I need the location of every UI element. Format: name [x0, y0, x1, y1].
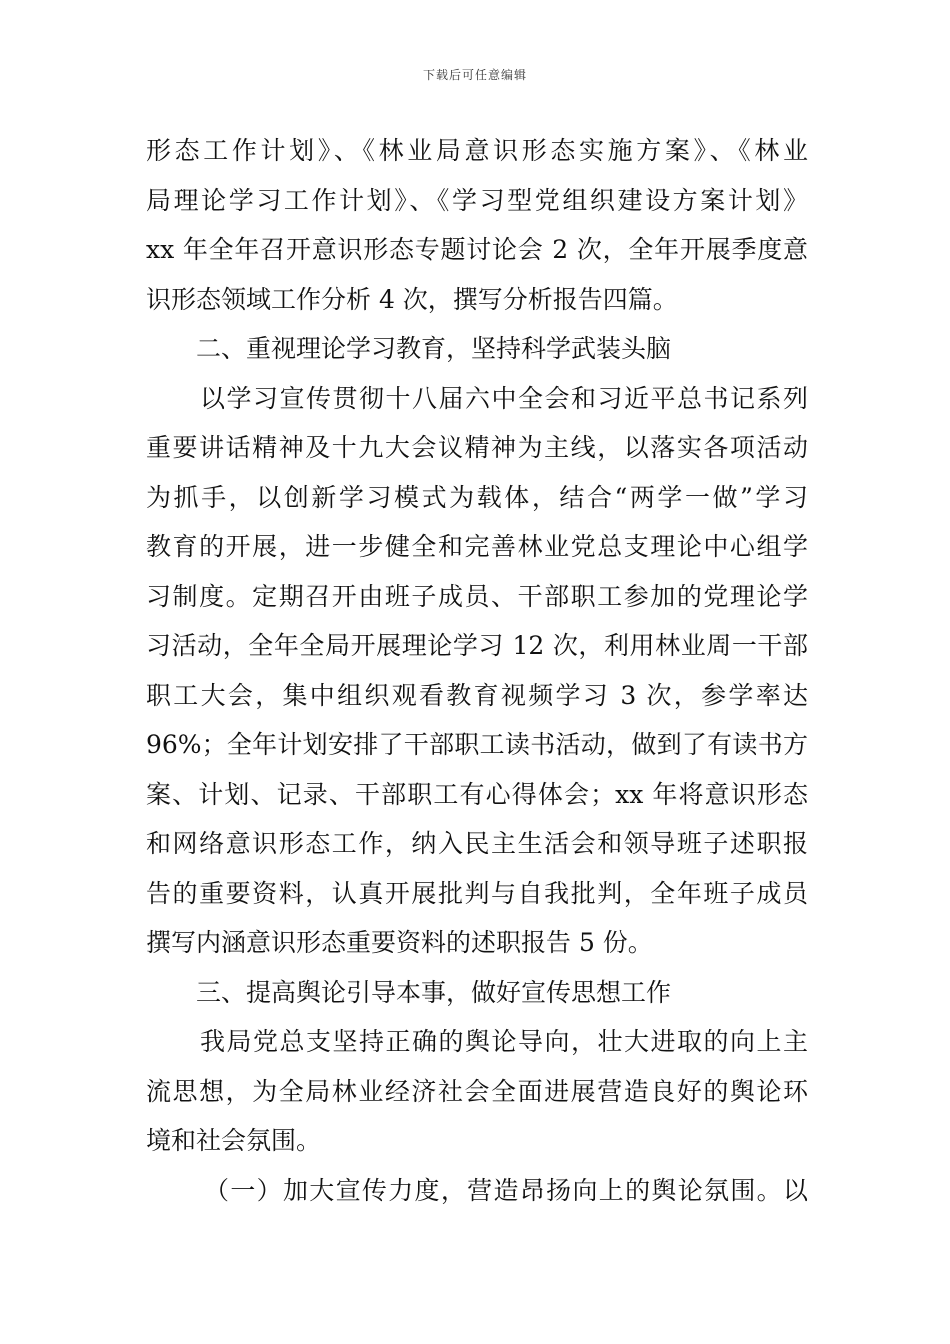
text-line: 我局党总支坚持正确的舆论导向，壮大进取的向上主 [200, 1027, 808, 1056]
text-line: 识形态领域工作分析 4 次，撰写分析报告四篇。 [146, 284, 678, 314]
text-line: 告的重要资料，认真开展批判与自我批判，全年班子成员 [146, 878, 808, 908]
text-line: 职工大会，集中组织观看教育视频学习 3 次，参学率达 [146, 680, 808, 710]
document-body [146, 126, 808, 1215]
text-line: （一）加大宣传力度，营造昂扬向上的舆论氛围。以 [204, 1175, 808, 1205]
text-line: 为抓手，以创新学习模式为载体，结合“两学一做”学习 [146, 482, 808, 512]
section-heading: 三、提高舆论引导本事，做好宣传思想工作 [196, 977, 672, 1007]
text-line: 撰写内涵意识形态重要资料的述职报告 5 份。 [146, 928, 653, 957]
text-line: 教育的开展，进一步健全和完善林业党总支理论中心组学 [146, 532, 808, 561]
text-line: 形态工作计划》、《林业局意识形态实施方案》、《林业 [146, 136, 808, 165]
text-line: 境和社会氛围。 [146, 1126, 322, 1155]
text-line: 流思想，为全局林业经济社会全面进展营造良好的舆论环 [146, 1076, 808, 1106]
section-heading: 二、重视理论学习教育，坚持科学武装头脑 [196, 334, 672, 363]
text-line: 96%；全年计划安排了干部职工读书活动，做到了有读书方 [146, 730, 808, 759]
text-line: 习活动，全年全局开展理论学习 12 次，利用林业周一干部 [146, 631, 808, 660]
text-line: 重要讲话精神及十九大会议精神为主线，以落实各项活动 [146, 433, 808, 462]
text-line: 局理论学习工作计划》、《学习型党组织建设方案计划》 [146, 185, 808, 215]
page-header: 下载后可任意编辑 [422, 68, 527, 82]
text-line: 案、计划、记录、干部职工有心得体会；xx 年将意识形态 [146, 779, 808, 809]
text-line: xx 年全年召开意识形态专题讨论会 2 次，全年开展季度意 [146, 235, 808, 264]
text-line: 以学习宣传贯彻十八届六中全会和习近平总书记系列 [200, 383, 808, 413]
text-line: 习制度。定期召开由班子成员、干部职工参加的党理论学 [146, 581, 808, 611]
text-line: 和网络意识形态工作，纳入民主生活会和领导班子述职报 [146, 829, 808, 858]
